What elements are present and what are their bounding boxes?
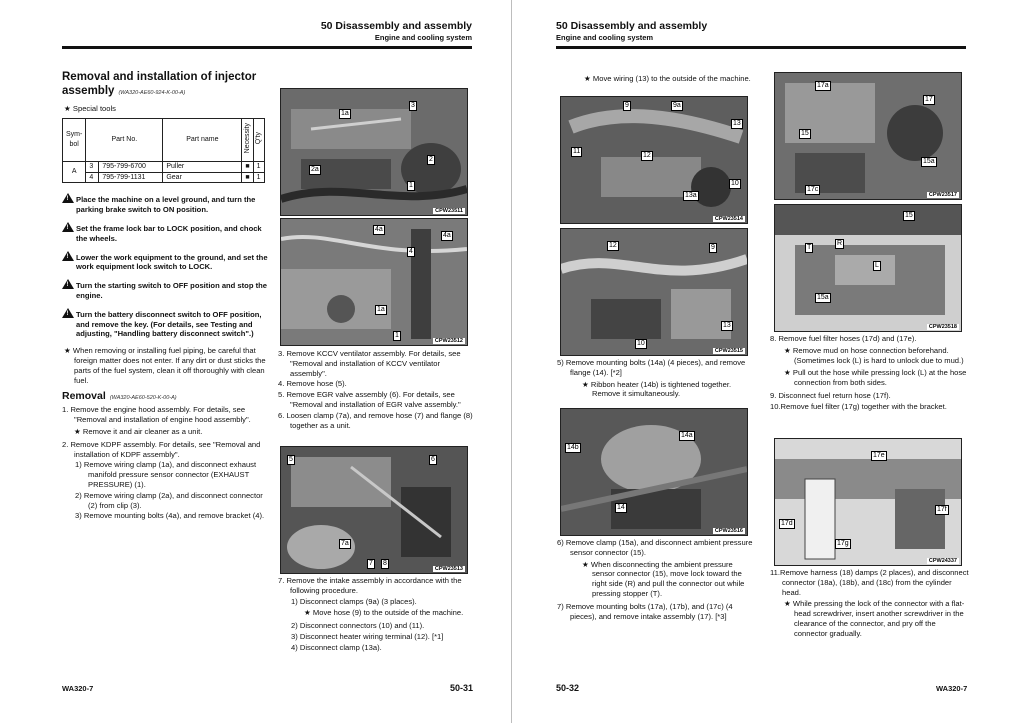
engine-photo-image (281, 89, 467, 215)
step-11: 11.Remove harness (18) damps (2 places), and disconnect connector (18a), (18b), and (18c) from the cylinder head. (770, 568, 969, 597)
special-tools-note: ★ Special tools (64, 104, 116, 113)
right-col1-mid (556, 358, 756, 402)
warning-icon (62, 279, 74, 289)
left-text-column (62, 70, 272, 522)
special-tools-table (62, 118, 265, 184)
right-col2-mid (770, 334, 970, 413)
engine-photo-image (561, 97, 747, 223)
right-col1-top (582, 72, 758, 87)
step-5: 5) Remove mounting bolts (14a) (4 pieces), and remove flange (14). [*2] (557, 358, 746, 377)
step-8-note2: ★ Pull out the hose while pressing lock (L) at the hose connection from both sides. (784, 368, 967, 388)
step-6-note: ★ When disconnecting the ambient pressure sensor connector (15), move lock toward the right side (R) and pull the connector out while pressing stopper (T). (582, 559, 745, 598)
step-2-sub: 2) Remove wiring clamp (2a), and disconnect connector (2) from clip (3). (75, 490, 263, 510)
step-6: 6. Loosen clamp (7a), and remove hose (7) and flange (8) together as a unit. (278, 410, 473, 430)
step-7: 7. Remove the intake assembly in accordance with the following procedure. (278, 576, 462, 595)
engine-photo-image (775, 439, 961, 565)
photo-cpw23516: 14b 14a 14 CPW23516 (560, 408, 748, 536)
header-subtitle: Engine and cooling system (374, 33, 472, 42)
engine-photo-image (281, 219, 467, 345)
photo-cpw23512: 4a 4a 4 1a 1 CPW23512 (280, 218, 468, 346)
warning-item: !Lower the work equipment to the ground, and set the work equipment lock switch to LOCK. (62, 251, 272, 273)
engine-photo-image (561, 409, 747, 535)
removal-title: Removal (WA320-AE60-520-K-00-A) (62, 390, 177, 403)
warning-item: !Turn the battery disconnect switch to OFF position, and remove the key. (For details, see Testing and adjusting, "Handling battery disconnect switch".) (62, 308, 272, 339)
right-col1-bottom (556, 538, 756, 622)
th-partno: Part No. (86, 118, 163, 161)
step-1-note: ★ Remove it and air cleaner as a unit. (74, 426, 203, 436)
photo-cpw23514: 9 9a 13 11 12 10 13a CPW23514 (560, 96, 748, 224)
th-necessity: Necessity (242, 118, 253, 161)
left-mid-text (278, 349, 474, 431)
step-6: 6) Remove clamp (15a), and disconnect ambient pressure sensor connector (15). (557, 538, 753, 557)
step-11-note: ★ While pressing the lock of the connector with a flat-head screwdriver, insert another screwdriver in the clearance of the connector, and pry off the connector gradually. (784, 599, 965, 638)
th-qty: Q'ty (253, 118, 264, 161)
warning-icon (62, 308, 74, 318)
header-subtitle: Engine and cooling system (556, 33, 654, 42)
table-row: 4 795-799-1131 Gear ■ 1 (63, 172, 265, 183)
photo-cpw24337: 17e 17f 17d 17g CPW24337 (774, 438, 962, 566)
left-step7: 7. Remove the intake assembly in accordance with the following procedure. 1) Disconnect clamps (9a) (3 places). ★ Move hose (9) to the outside of the machine. 2) Disconnect connectors (10) and (11). 3) Disconnect heater wiring terminal (12). [*1] 4) Disconnect clamp (13a). (278, 576, 474, 654)
move-wiring-note: ★ Move wiring (13) to the outside of the machine. (584, 74, 751, 83)
step-8: 8. Remove fuel filter hoses (17d) and (17e). (770, 334, 917, 343)
section-code: (WA320-AE60-924-K-00-A) (118, 90, 186, 96)
header-title: 50 Disassembly and assembly (320, 20, 472, 32)
warning-item: !Set the frame lock bar to LOCK position, and chock the wheels. (62, 222, 272, 244)
step-7: 7) Remove mounting bolts (17a), (17b), and (17c) (4 pieces), and remove intake assembly (17). [*3] (557, 601, 733, 621)
step-4: 4. Remove hose (5). (278, 379, 347, 389)
group-cell: A (63, 161, 86, 183)
right-col2-bottom (770, 568, 970, 642)
step-8-note1: ★ Remove mud on hose connection beforehand. (Sometimes lock (L) is hard to unlock due to mud.) (784, 345, 964, 365)
step-1: 1. Remove the engine hood assembly. For details, see "Removal and installation of engine hood assembly". (62, 405, 251, 425)
photo-cpw23515: 12 9 13 10 CPW23515 (560, 228, 748, 356)
step-2-sub: 3) Remove mounting bolts (4a), and remove bracket (4). (75, 511, 265, 521)
warning-item: !Place the machine on a level ground, and turn the parking brake switch to ON position. (62, 193, 272, 215)
step-5-note: ★ Ribbon heater (14b) is tightened together. Remove it simultaneously. (582, 379, 732, 399)
photo-cpw23517: 17a 17 15 15a 17c CPW23517 (774, 72, 962, 200)
step-10: 10.Remove fuel filter (17g) together with the bracket. (770, 401, 947, 411)
th-partname: Part name (163, 118, 242, 161)
step-9: 9. Disconnect fuel return hose (17f). (770, 390, 891, 400)
fuel-note: ★ When removing or installing fuel piping, be careful that foreign matter does not enter. If any dirt or dust sticks the parts of the fuel system, clean it off thoroughly with clean fuel. (64, 346, 266, 385)
footer-model: WA320-7 (62, 684, 94, 693)
engine-photo-image (561, 229, 747, 355)
step-5: 5. Remove EGR valve assembly (6). For details, see "Removal and installation of EGR valve assembly." (278, 390, 461, 409)
step-2-sub: 1) Remove wiring clamp (1a), and disconnect exhaust manifold pressure sensor connector (EXHAUST PRESSURE) (1). (75, 460, 257, 489)
warning-item: !Turn the starting switch to OFF position and stop the engine. (62, 279, 272, 301)
engine-photo-image (775, 205, 961, 331)
footer-page: 50-32 (556, 683, 580, 693)
warning-icon (62, 251, 74, 261)
page-header (62, 20, 472, 49)
right-page (512, 0, 1024, 723)
page-header (556, 20, 966, 49)
header-title: 50 Disassembly and assembly (556, 20, 708, 32)
footer-page: 50-31 (450, 683, 474, 693)
photo-cpw23511: 3 1a 2 2a 1 CPW23511 (280, 88, 468, 216)
footer-model: WA320-7 (936, 684, 968, 693)
warnings (62, 193, 272, 339)
step-7-note: ★ Move hose (9) to the outside of the machine. (304, 608, 464, 618)
th-symbol: Sym-bol (63, 118, 86, 161)
step-3: 3. Remove KCCV ventilator assembly. For details, see "Removal and installation of KCCV ventilator assembly". (278, 349, 461, 378)
removal-code: (WA320-AE60-520-K-00-A) (109, 395, 177, 402)
section-title: Removal and installation of injector assembly (WA320-AE60-924-K-00-A) (62, 71, 257, 97)
photo-cpw23513: 5 6 7a 7 8 CPW23513 (280, 446, 468, 574)
warning-icon (62, 193, 74, 203)
step-2: 2. Remove KDPF assembly. For details, see "Removal and installation of KDPF assembly". (62, 439, 261, 459)
table-row: A 3 795-799-6700 Puller ■ 1 (63, 161, 265, 172)
engine-photo-image (281, 447, 467, 573)
photo-cpw23518: 15 T R L 15a CPW23518 (774, 204, 962, 332)
warning-icon (62, 222, 74, 232)
